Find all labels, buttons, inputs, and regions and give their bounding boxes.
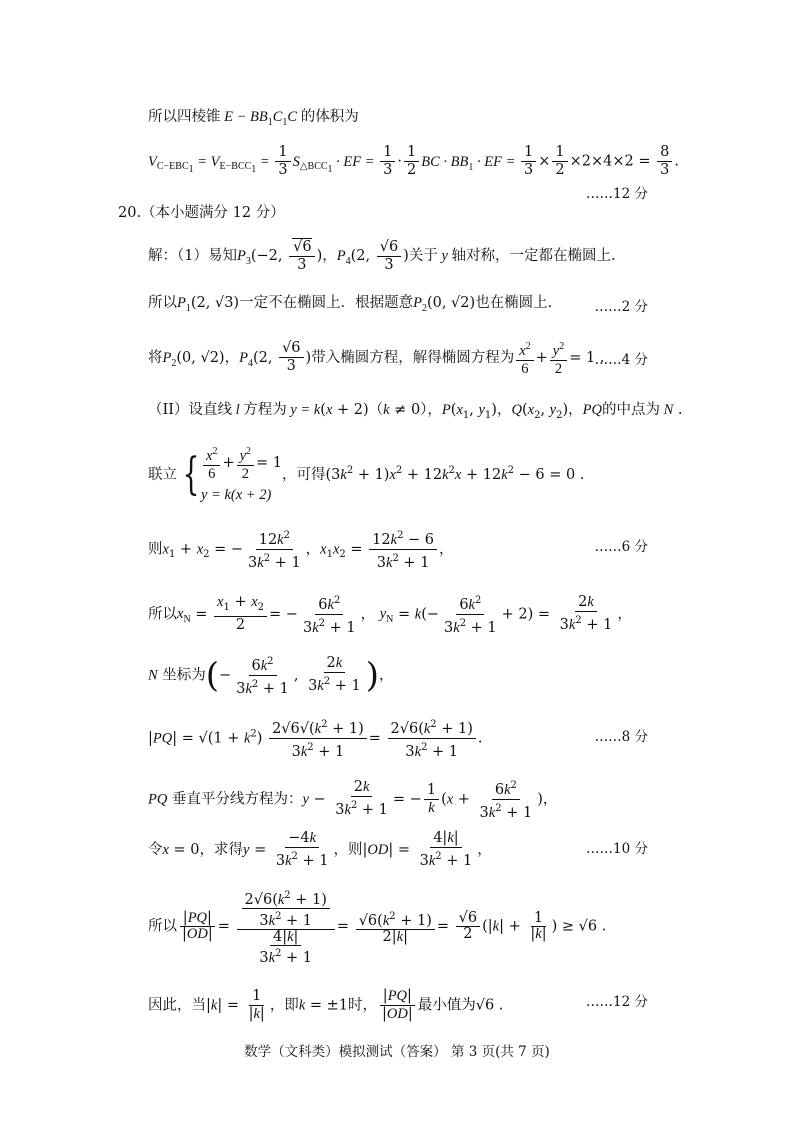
score-marker: ……12 分 bbox=[586, 186, 648, 202]
score-marker: ……10 分 bbox=[586, 841, 648, 857]
midpoint-line: 所以$x_N$ = $\frac{x_1 + x_2}{2}$ = − $\frac{6k^2}{3k^2 + 1}$ ， $y_N = k(-$ $\frac{6k^2}{3k^2 + 1}$ + 2) = $\frac{2k}{3k^2 + 1}$ ， bbox=[148, 592, 632, 637]
score-marker: ……2 分 bbox=[594, 299, 648, 315]
volume-formula: $V_{C-EBC_1} = V_{E-BCC_1}$ = $\frac{1}{3}$ $S_{\triangle BCC_1}$ · EF = $\frac{1}{3}$ · $\frac{1}{2}$ BC · $BB_1$ · EF = $\frac{1}{3}$ × $\frac{1}{2}$ ×2×4×2 = $\frac{8}{3}$ . bbox=[148, 144, 679, 178]
conclusion-line: 因此，当|k| = $\frac{1}{|k|}$ ，即k = ±1时， $\frac{|PQ|}{|OD|}$ 最小值为√6 . bbox=[148, 988, 504, 1022]
page-footer: 数学（文科类）模拟测试（答案） 第 3 页(共 7 页) bbox=[244, 1044, 550, 1060]
perpendicular-bisector-line: PQ 垂直平分线方程为：y − $\frac{2k}{3k^2 + 1}$ = − $\frac{1}{k}$ (x + $\frac{6k^2}{3k^2 + 1}$ )， bbox=[148, 777, 557, 822]
n-coordinates-line: N 坐标为(− $\frac{6k^2}{3k^2 + 1}$ , $\frac{2k}{3k^2 + 1}$ )， bbox=[148, 653, 393, 698]
question-20-header: 20.（本小题满分 12 分） bbox=[118, 205, 285, 221]
score-marker: ……4 分 bbox=[594, 352, 648, 368]
solution-part2-line: （II）设直线 l 方程为 y = k(x + 2)（k ≠ 0），$P(x_1$, $y_1$)，$Q(x_2$, $y_2$)，PQ的中点为 N . bbox=[148, 402, 683, 421]
volume-intro-line: 所以四棱锥 $E - BB_1C_1C$ 的体积为 bbox=[148, 109, 359, 128]
equation-system-line: 联立 { $\frac{x^2}{6}$ + $\frac{y^2}{2}$ = 1 y = k(x + 2) ，可得$(3k^2 + 1)x^2 + 12k^2x + 12k^2 - 6 = 0$ . bbox=[148, 443, 584, 507]
ellipse-equation-line: 将$P_2(0$, √2)，$P_4(2$, $\frac{√6}{3}$ )带入椭圆方程，解得椭圆方程为 $\frac{x^2}{6}$ + $\frac{y^2}{2}$ = 1 . bbox=[148, 338, 604, 378]
ratio-line: 所以 $\frac{|PQ|}{|OD|}$ = $\frac{\frac{2√6(k^2 + 1)}{3k^2 + 1}}{\frac{4|k|}{3k^2 + 1}}$ = $\frac{√6(k^2 + 1)}{2|k|}$ = $\frac{√6}{2}$ (|k| + $\frac{1}{|k|}$ ) ≥ √6 . bbox=[148, 890, 607, 966]
od-length-line: 令x = 0，求得y = $\frac{-4k}{3k^2 + 1}$ ，则|OD| = $\frac{4|k|}{3k^2 + 1}$ ， bbox=[148, 830, 492, 869]
pq-length-line: $|PQ| = √(1 + k^2)$ $\frac{2√6√(k^2 + 1)}{3k^2 + 1}$ = $\frac{2√6(k^2 + 1)}{3k^2 + 1}$ . bbox=[148, 716, 483, 761]
score-marker: ……12 分 bbox=[586, 994, 648, 1010]
score-marker: ……8 分 bbox=[594, 729, 648, 745]
solution-p1-not-on-ellipse: 所以$P_1(2$, √3)一定不在椭圆上．根据题意$P_2(0$, √2)也在椭圆上. bbox=[148, 295, 553, 314]
solution-part1-line: 解：（1）易知$P_3(-2$, $\frac{√6}{3}$ )，$P_4(2$, $\frac{√6}{3}$ )关于 y 轴对称，一定都在椭圆上. bbox=[148, 238, 616, 273]
vieta-line: 则$x_1 + x_2$ = − $\frac{12k^2}{3k^2 + 1}$ ，$x_1x_2$ = $\frac{12k^2 - 6}{3k^2 + 1}$ ， bbox=[148, 527, 454, 572]
score-marker: ……6 分 bbox=[594, 539, 648, 555]
